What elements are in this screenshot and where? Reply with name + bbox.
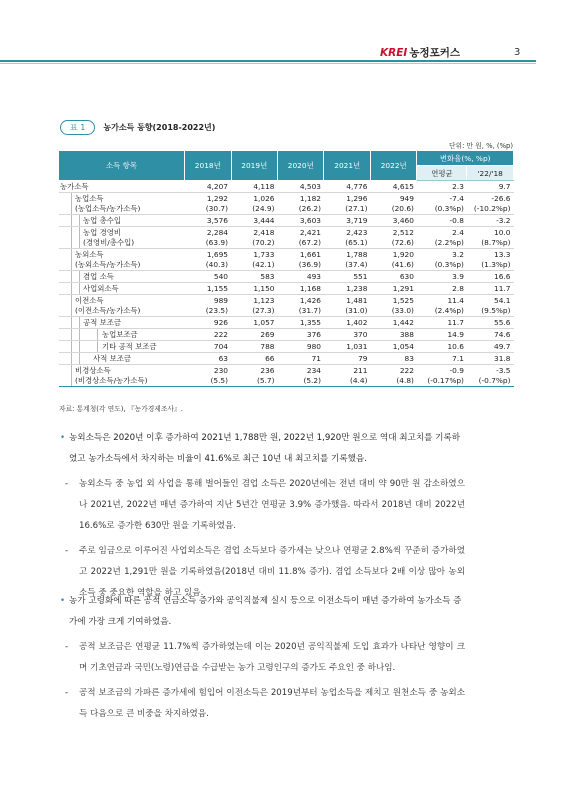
table-cell: 1,155 xyxy=(185,283,231,295)
table-cell: 211 (4.4) xyxy=(324,365,370,387)
bullet-section-1 xyxy=(60,428,465,604)
table-cell: 788 xyxy=(231,341,277,353)
table-cell: 3,576 xyxy=(185,215,231,227)
sub-point xyxy=(65,683,465,725)
table-cell: 1,355 xyxy=(278,317,324,329)
table-cell: 11.7 xyxy=(417,317,467,329)
page-number: 3 xyxy=(514,47,521,58)
table-cell: 222 xyxy=(185,329,231,341)
dash-icon: - xyxy=(65,688,69,698)
table-cell: 630 xyxy=(370,271,416,283)
table-cell: 83 xyxy=(370,353,416,365)
table-cell: 540 xyxy=(185,271,231,283)
table-cell: 1,481 (31.0) xyxy=(324,295,370,317)
table-cell: 236 (5.7) xyxy=(231,365,277,387)
table-cell: 4,503 xyxy=(278,181,324,193)
bullet-point xyxy=(60,591,465,633)
sub-text: 농외소득 중 농업 외 사업을 통해 벌어들인 겸업 소득은 2020년에는 전년 대비 약 90만 원 감소하였으나 2021년, 2022년 매년 증가하여 지난 5년간 연평균 3.9% 증가했음. 따라서 2018년 대비 2022년 16.6%로 증가한 630만 원을 기록하였음. xyxy=(79,479,465,531)
table-cell: 1,442 xyxy=(370,317,416,329)
header-year: 2019년 xyxy=(231,151,277,181)
table-cell: 234 (5.2) xyxy=(278,365,324,387)
table-cell: 926 xyxy=(185,317,231,329)
table-cell: 4,207 xyxy=(185,181,231,193)
table-row xyxy=(59,329,514,341)
table-cell: 1,182 (26.2) xyxy=(278,193,324,215)
bullet-text: 농가 고령화에 따른 공적 연금소득 증가와 공익직불제 실시 등으로 이전소득이 매년 증가하여 농가소득 증가에 가장 크게 기여하였음. xyxy=(69,596,462,627)
logo-mark: KREI xyxy=(380,47,408,59)
table-cell: 704 xyxy=(185,341,231,353)
table-cell: 3,603 xyxy=(278,215,324,227)
table-cell: 13.3 (1.3%p) xyxy=(467,249,514,271)
table-cell: 4,776 xyxy=(324,181,370,193)
table-cell: 31.8 xyxy=(467,353,514,365)
header-change: 변화율(%, %p) xyxy=(417,151,514,166)
table-cell: 14.9 xyxy=(417,329,467,341)
row-label: 공적 보조금 xyxy=(59,317,185,329)
table-cell: 2,512 (72.6) xyxy=(370,227,416,249)
table-row xyxy=(59,181,514,193)
table-cell: -7.4 (0.3%p) xyxy=(417,193,467,215)
table-badge: 표 1 xyxy=(60,120,95,135)
table-cell: 989 (23.5) xyxy=(185,295,231,317)
sub-text: 주로 임금으로 이루어진 사업외소득은 겸업 소득보다 증가세는 낮으나 연평균 2.8%씩 꾸준히 증가하였고 2022년 1,291만 원을 기록하였음(2018년 대비 11.8% 증가). 겸업 소득보다 2배 이상 많아 농외소득 중 중요한 역할을 하고 있음. xyxy=(79,546,465,598)
table-cell: 1,150 xyxy=(231,283,277,295)
row-label: 사업외소득 xyxy=(59,283,185,295)
table-cell: 583 xyxy=(231,271,277,283)
sub-list xyxy=(60,637,465,725)
table-cell: 388 xyxy=(370,329,416,341)
table-cell: 74.6 xyxy=(467,329,514,341)
table-cell: -3.5 (-0.7%p) xyxy=(467,365,514,387)
row-label: 겸업 소득 xyxy=(59,271,185,283)
row-label: 기타 공적 보조금 xyxy=(59,341,185,353)
row-label: 농가소득 xyxy=(59,181,185,193)
table-cell: 49.7 xyxy=(467,341,514,353)
row-label: 사적 보조금 xyxy=(59,353,185,365)
table-cell: 1,525 (33.0) xyxy=(370,295,416,317)
table-cell: 4,118 xyxy=(231,181,277,193)
bullet-section-2 xyxy=(60,591,465,725)
header-year: 2018년 xyxy=(185,151,231,181)
table-cell: 376 xyxy=(278,329,324,341)
table-row xyxy=(59,249,514,271)
bullet-text: 농외소득은 2020년 이후 증가하여 2021년 1,788만 원, 2022년 1,920만 원으로 역대 최고치를 기록하였고 농가소득에서 차지하는 비율이 41.6%로 최근 10년 내 최고치를 기록했음. xyxy=(69,433,461,464)
table-cell: 1,123 (27.3) xyxy=(231,295,277,317)
bullet-icon: • xyxy=(60,596,66,606)
row-label: 이전소득 (이전소득/농가소득) xyxy=(59,295,185,317)
table-cell: 370 xyxy=(324,329,370,341)
dash-icon: - xyxy=(65,642,69,652)
table-cell: 493 xyxy=(278,271,324,283)
table-cell: 551 xyxy=(324,271,370,283)
dash-icon: - xyxy=(65,479,69,489)
table-row xyxy=(59,295,514,317)
table-cell: 1,788 (37.4) xyxy=(324,249,370,271)
table-title: 농가소득 동향(2018-2022년) xyxy=(103,123,216,132)
table-cell: 3,719 xyxy=(324,215,370,227)
table-unit: 단위: 만 원, %, (%p) xyxy=(448,142,513,150)
sub-list xyxy=(60,474,465,604)
logo-text: 농정포커스 xyxy=(409,47,461,59)
table-row xyxy=(59,271,514,283)
table-cell: 1,920 (41.6) xyxy=(370,249,416,271)
row-label: 농업 총수입 xyxy=(59,215,185,227)
table-cell: 63 xyxy=(185,353,231,365)
table-row xyxy=(59,317,514,329)
table-cell: 2,423 (65.1) xyxy=(324,227,370,249)
table-cell: 16.6 xyxy=(467,271,514,283)
table-cell: 4,615 xyxy=(370,181,416,193)
row-label: 농업보조금 xyxy=(59,329,185,341)
header-rule-thin xyxy=(0,63,536,64)
table-cell: 1,057 xyxy=(231,317,277,329)
sub-point xyxy=(65,637,465,679)
table-row xyxy=(59,227,514,249)
table-cell: 1,292 (30.7) xyxy=(185,193,231,215)
table-cell: 2,421 (67.2) xyxy=(278,227,324,249)
table-row xyxy=(59,193,514,215)
row-label: 농업 경영비 (경영비/총수입) xyxy=(59,227,185,249)
table-cell: 54.1 (9.5%p) xyxy=(467,295,514,317)
table-cell: 3,460 xyxy=(370,215,416,227)
table-cell: 10.0 (8.7%p) xyxy=(467,227,514,249)
sub-text: 공적 보조금의 가파른 증가세에 힘입어 이전소득은 2019년부터 농업소득을 제치고 원천소득 중 농외소득 다음으로 큰 비중을 차지하였음. xyxy=(79,688,465,719)
table-cell: 2.3 xyxy=(417,181,467,193)
table-cell: 55.6 xyxy=(467,317,514,329)
table-cell: 1,031 xyxy=(324,341,370,353)
table-cell: 1,054 xyxy=(370,341,416,353)
bullet-icon: • xyxy=(60,433,66,443)
header-rule xyxy=(0,60,536,62)
header-change-period: '22/'18 xyxy=(467,166,514,181)
table-cell: 79 xyxy=(324,353,370,365)
row-label: 농외소득 (농외소득/농가소득) xyxy=(59,249,185,271)
table-cell: 11.4 (2.4%p) xyxy=(417,295,467,317)
table-cell: 2,284 (63.9) xyxy=(185,227,231,249)
table-cell: 2.8 xyxy=(417,283,467,295)
table-cell: 1,426 (31.7) xyxy=(278,295,324,317)
sub-point xyxy=(65,474,465,537)
table-cell: 1,733 (42.1) xyxy=(231,249,277,271)
table-cell: 10.6 xyxy=(417,341,467,353)
table-cell: 2,418 (70.2) xyxy=(231,227,277,249)
header-year: 2020년 xyxy=(278,151,324,181)
table-cell: 1,168 xyxy=(278,283,324,295)
table-cell: 230 (5.5) xyxy=(185,365,231,387)
income-table xyxy=(59,151,514,387)
dash-icon: - xyxy=(65,546,69,556)
table-cell: -0.8 xyxy=(417,215,467,227)
sub-text: 공적 보조금은 연평균 11.7%씩 증가하였는데 이는 2020년 공익직불제 도입 효과가 나타난 영향이 크며 기초연금과 국민(노령)연금을 수급받는 농가 고령인구의 증가도 주요인 중 하나임. xyxy=(79,642,465,673)
table-cell: 1,026 (24.9) xyxy=(231,193,277,215)
table-cell: 71 xyxy=(278,353,324,365)
table-cell: 1,661 (36.9) xyxy=(278,249,324,271)
table-row xyxy=(59,365,514,387)
header-logo xyxy=(380,45,460,60)
table-cell: 222 (4.8) xyxy=(370,365,416,387)
table-cell: 949 (20.6) xyxy=(370,193,416,215)
table-cell: 11.7 xyxy=(467,283,514,295)
table-cell: 1,695 (40.3) xyxy=(185,249,231,271)
table-cell: 3,444 xyxy=(231,215,277,227)
row-label: 비경상소득 (비경상소득/농가소득) xyxy=(59,365,185,387)
table-source: 자료: 통계청(각 연도), 『농가경제조사』. xyxy=(59,405,183,413)
header-item: 소득 항목 xyxy=(59,151,185,181)
table-cell: 3.2 (0.3%p) xyxy=(417,249,467,271)
bullet-point xyxy=(60,428,465,470)
header-change-annual: 연평균 xyxy=(417,166,467,181)
table-cell: 3.9 xyxy=(417,271,467,283)
table-body xyxy=(59,181,514,387)
table-cell: 9.7 xyxy=(467,181,514,193)
table-cell: -26.6 (-10.2%p) xyxy=(467,193,514,215)
table-caption xyxy=(60,120,215,135)
table-cell: -0.9 (-0.17%p) xyxy=(417,365,467,387)
header-year: 2022년 xyxy=(370,151,416,181)
table-cell: 980 xyxy=(278,341,324,353)
table-cell: 269 xyxy=(231,329,277,341)
header-year: 2021년 xyxy=(324,151,370,181)
table-cell: 1,291 xyxy=(370,283,416,295)
table-row xyxy=(59,283,514,295)
table-cell: 66 xyxy=(231,353,277,365)
row-label: 농업소득 (농업소득/농가소득) xyxy=(59,193,185,215)
table-row xyxy=(59,353,514,365)
table-cell: 1,238 xyxy=(324,283,370,295)
table-row xyxy=(59,215,514,227)
table-row xyxy=(59,341,514,353)
table-cell: 7.1 xyxy=(417,353,467,365)
table-cell: 2.4 (2.2%p) xyxy=(417,227,467,249)
table-cell: 1,402 xyxy=(324,317,370,329)
table-cell: 1,296 (27.1) xyxy=(324,193,370,215)
table-cell: -3.2 xyxy=(467,215,514,227)
